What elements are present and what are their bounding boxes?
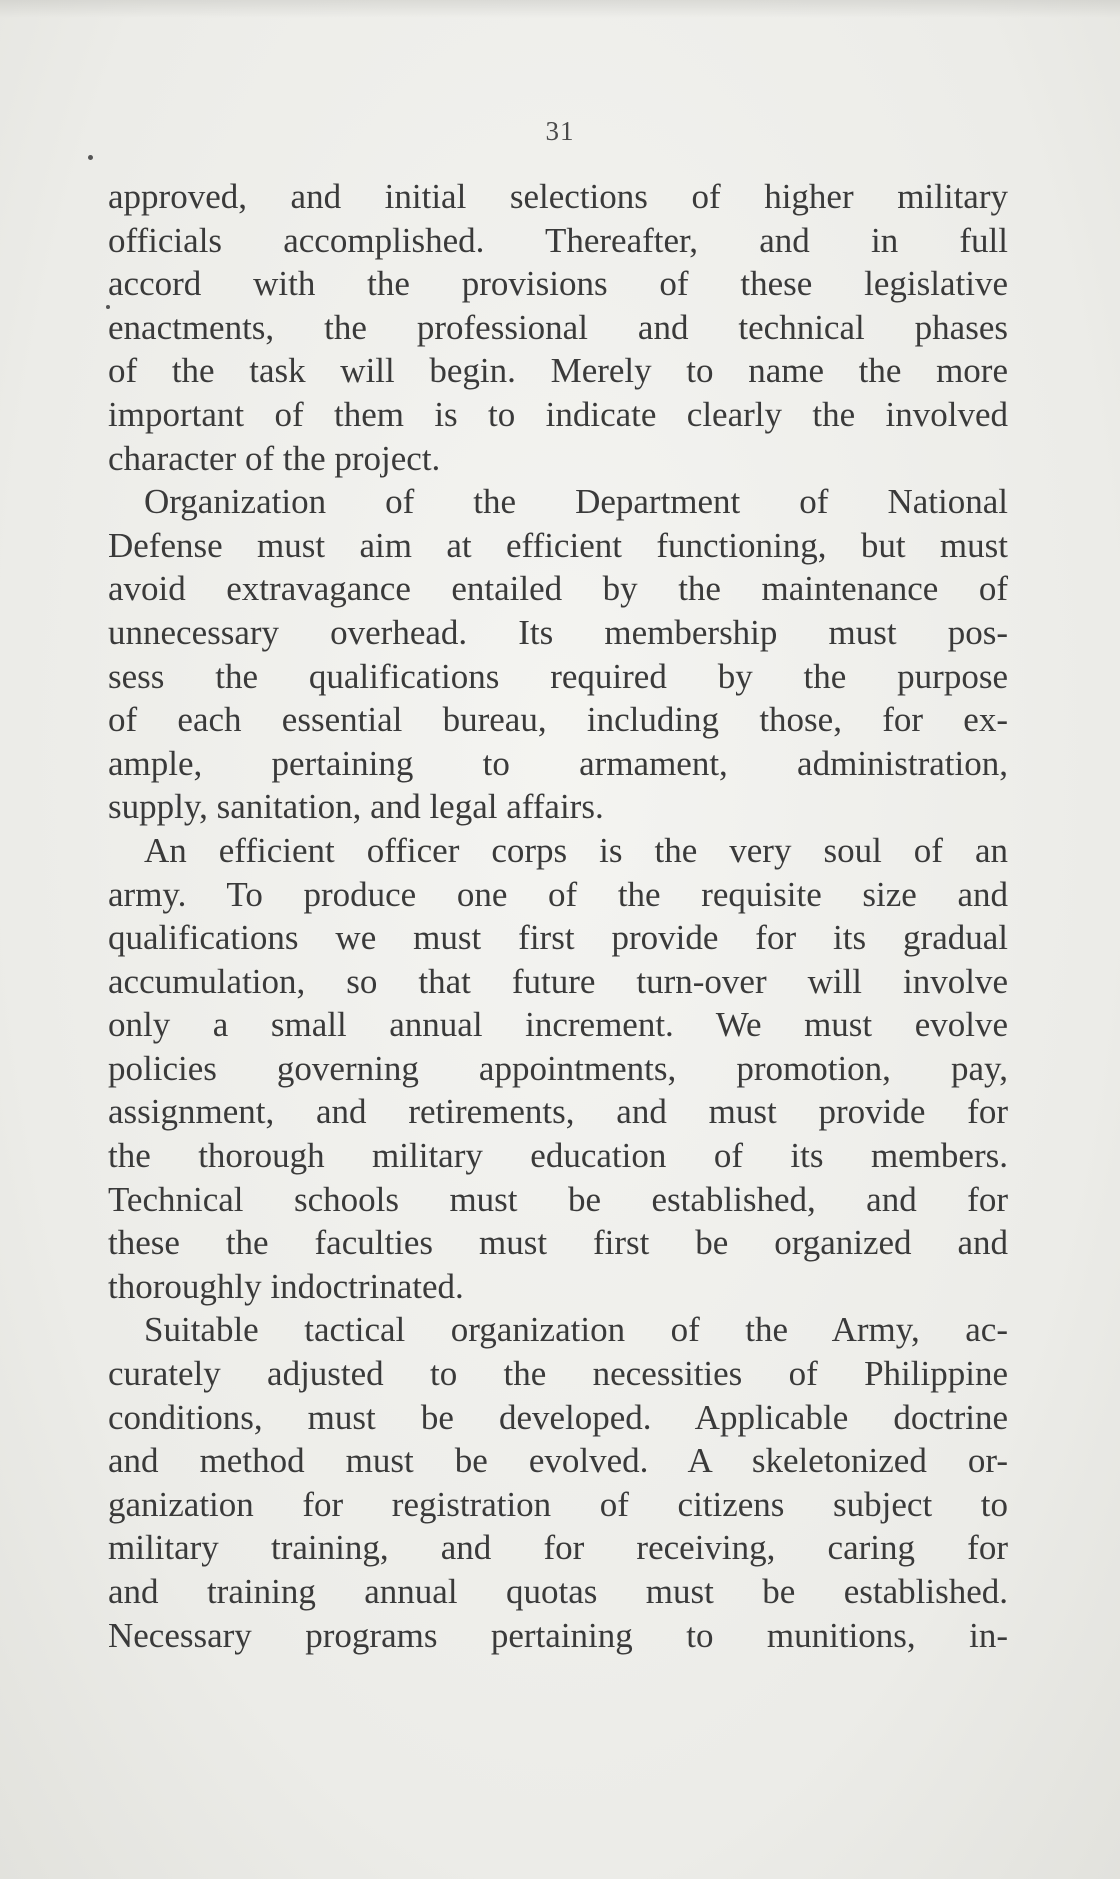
text-line: Defense must aim at efficient functioning, but must — [108, 525, 1008, 565]
text-line: sess the qualifications required by the purpose — [108, 656, 1008, 696]
text-line: accumulation, so that future turn-over will involve — [108, 961, 1008, 1001]
text-line: of each essential bureau, including those, for ex- — [108, 700, 1008, 740]
text-line: supply, sanitation, and legal affairs. — [108, 787, 604, 827]
text-line: character of the project. — [108, 438, 441, 478]
text-line: army. To produce one of the requisite size and — [108, 874, 1008, 914]
text-line: ample, pertaining to armament, administration, — [108, 743, 1008, 783]
text-line: thoroughly indoctrinated. — [108, 1266, 464, 1306]
text-line: Organization of the Department of National — [144, 482, 1008, 522]
text-line: of the task will begin. Merely to name the more — [108, 351, 1008, 391]
text-line: assignment, and retirements, and must provide for — [108, 1092, 1008, 1132]
text-line: conditions, must be developed. Applicable doctrine — [108, 1397, 1008, 1437]
text-line: the thorough military education of its members. — [108, 1136, 1008, 1176]
text-line: curately adjusted to the necessities of Philippine — [108, 1354, 1008, 1394]
text-line: military training, and for receiving, caring for — [108, 1528, 1008, 1568]
text-line: policies governing appointments, promotion, pay, — [108, 1048, 1008, 1088]
text-line: accord with the provisions of these legislative — [108, 264, 1008, 304]
text-line: avoid extravagance entailed by the maintenance of — [108, 569, 1008, 609]
scan-edge-shadow — [0, 0, 1120, 18]
body-text — [108, 175, 1008, 1657]
text-line: approved, and initial selections of higher military — [108, 177, 1008, 216]
text-line: officials accomplished. Thereafter, and in full — [108, 220, 1008, 260]
text-line: qualifications we must first provide for its gradual — [108, 918, 1008, 958]
text-line: these the faculties must first be organized and — [108, 1223, 1008, 1263]
text-line: important of them is to indicate clearly the involved — [108, 394, 1008, 434]
text-line: Necessary programs pertaining to munitions, in- — [108, 1615, 1008, 1655]
text-line: only a small annual increment. We must evolve — [108, 1005, 1008, 1045]
text-line: Suitable tactical organization of the Army, ac- — [144, 1310, 1008, 1350]
text-line: unnecessary overhead. Its membership must pos- — [108, 612, 1008, 652]
text-line: and training annual quotas must be established. — [108, 1572, 1008, 1611]
text-line: and method must be evolved. A skeletonized or- — [108, 1441, 1008, 1481]
text-line: ganization for registration of citizens subject to — [108, 1484, 1008, 1524]
text-line: An efficient officer corps is the very soul of an — [144, 830, 1008, 870]
scan-speck — [88, 155, 93, 160]
text-line: enactments, the professional and technical phases — [108, 307, 1008, 347]
text-line: Technical schools must be established, and for — [108, 1179, 1008, 1219]
page-number: 31 — [545, 116, 575, 146]
